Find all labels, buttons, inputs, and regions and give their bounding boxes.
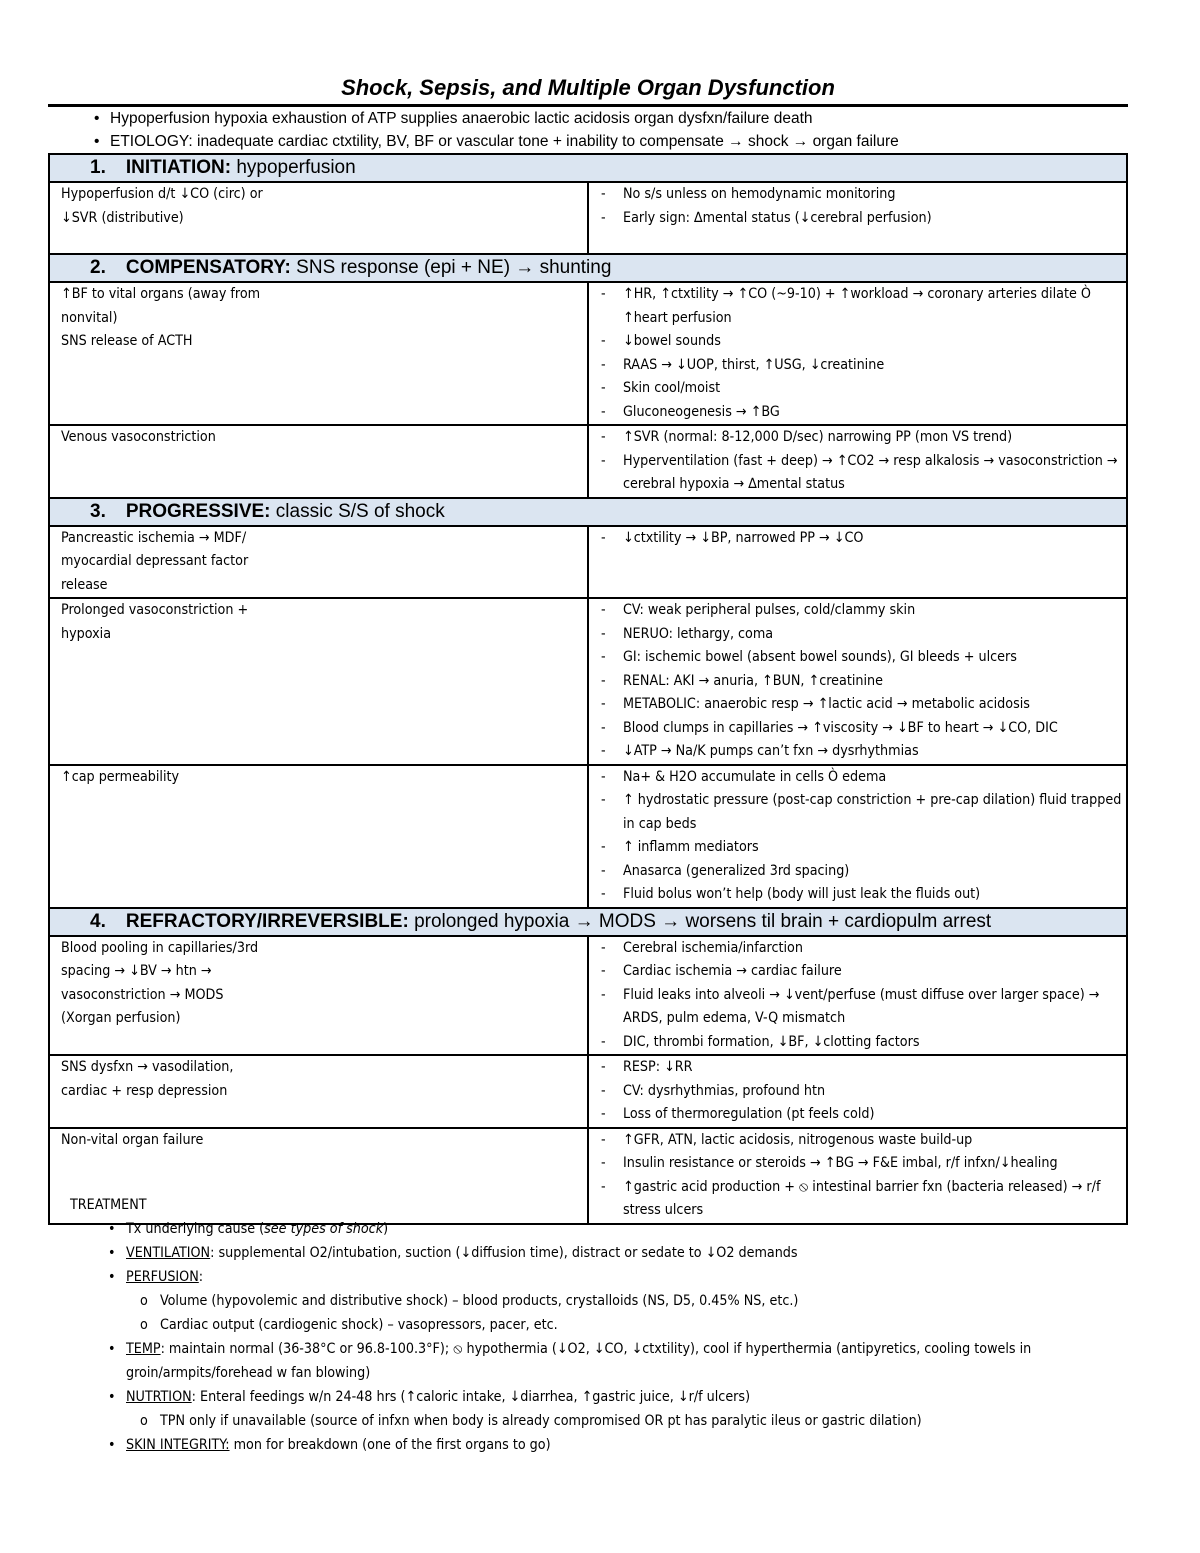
effect-item: - Skin cool/moist — [623, 377, 1126, 401]
effect-item: - Early sign: ∆mental status (↓cerebral perfusion) — [623, 207, 1126, 231]
effects-list — [599, 1056, 1126, 1127]
effect-item: - ↑ inflamm mediators — [623, 836, 1126, 860]
treatment-section — [70, 1193, 1130, 1457]
cause-cell — [49, 1055, 588, 1128]
effect-item: - ↑gastric acid production + ⦸ intestinal barrier fxn (bacteria released) → r/f stress ulcers — [623, 1176, 1126, 1223]
effect-item: - Cardiac ischemia → cardiac failure — [623, 960, 1126, 984]
treatment-text-after: ) — [383, 1221, 389, 1237]
effect-item: - Anasarca (generalized 3rd spacing) — [623, 860, 1126, 884]
stage-number: 4. — [90, 910, 106, 932]
treatment-text: Tx underlying cause ( — [126, 1221, 265, 1237]
effect-item: - ↑GFR, ATN, lactic acidosis, nitrogenous waste build-up — [623, 1129, 1126, 1153]
treatment-item — [126, 1433, 1130, 1457]
effect-item: - CV: dysrhythmias, profound htn — [623, 1080, 1126, 1104]
effect-item: - METABOLIC: anaerobic resp → ↑lactic acid → metabolic acidosis — [623, 693, 1126, 717]
treatment-list — [70, 1217, 1130, 1457]
effect-item: - Na+ & H2O accumulate in cells Ò edema — [623, 766, 1126, 790]
cause-line: Pancreastic ischemia → MDF/ — [61, 529, 247, 546]
effect-item: - RAAS → ↓UOP, thirst, ↑USG, ↓creatinine — [623, 354, 1126, 378]
effects-list — [599, 283, 1126, 424]
cause-line: nonvital) — [61, 309, 118, 326]
effects-cell — [588, 526, 1127, 599]
stage-detail-row — [49, 282, 1127, 425]
cause-cell — [49, 936, 588, 1056]
effect-item: - RENAL: AKI → anuria, ↑BUN, ↑creatinine — [623, 670, 1126, 694]
effect-item: - Hyperventilation (fast + deep) → ↑CO2 → resp alkalosis → vasoconstriction → cerebral hypoxia → ∆mental status — [623, 450, 1126, 497]
treatment-text: : maintain normal (36-38°C or 96.8-100.3°F); ⦸ hypothermia (↓O2, ↓CO, ↓ctxtility), cool if hyperthermia (antipyretics, cooling towels in groin/armpits/forehead w fan blowing) — [126, 1341, 1032, 1381]
treatment-heading: TREATMENT — [70, 1197, 147, 1213]
stage-detail-row — [49, 526, 1127, 599]
treatment-label: VENTILATION — [126, 1245, 211, 1261]
cause-line: Blood pooling in capillaries/3rd — [61, 939, 259, 956]
effect-item: - Insulin resistance or steroids → ↑BG → F&E imbal, r/f infxn/↓healing — [623, 1152, 1126, 1176]
stage-description: classic S/S of shock — [275, 500, 445, 522]
cause-line: ↓SVR (distributive) — [61, 209, 184, 226]
treatment-subitem: o Cardiac output (cardiogenic shock) – vasopressors, pacer, etc. — [160, 1313, 1130, 1337]
effect-item: - Loss of thermoregulation (pt feels cold) — [623, 1103, 1126, 1127]
cause-line: myocardial depressant factor — [61, 553, 249, 569]
intro-item: • Hypoperfusion hypoxia exhaustion of ATP supplies anaerobic lactic acidosis organ dysfxn/failure death — [110, 107, 1128, 130]
effect-item: - ↓ctxtility → ↓BP, narrowed PP → ↓CO — [623, 527, 1126, 551]
cause-line: SNS release of ACTH — [61, 333, 193, 349]
stage-header-row — [49, 498, 1127, 526]
stage-header-row — [49, 154, 1127, 182]
treatment-sublist — [126, 1409, 1130, 1433]
cause-cell — [49, 182, 588, 254]
effects-list — [599, 527, 1126, 551]
stage-detail-row — [49, 182, 1127, 254]
cause-line: vasoconstriction → MODS — [61, 986, 224, 1003]
cause-line: (Xorgan perfusion) — [61, 1010, 181, 1026]
treatment-text: : supplemental O2/intubation, suction (↓diffusion time), distract or sedate to ↓O2 demands — [210, 1245, 798, 1261]
intro-item: • ETIOLOGY: inadequate cardiac ctxtility, BV, BF or vascular tone + inability to compensate → shock → organ failure — [110, 130, 1128, 153]
stages-table — [48, 153, 1128, 1225]
effect-item: - Fluid leaks into alveoli → ↓vent/perfuse (must diffuse over larger space) → ARDS, pulm edema, V-Q mismatch — [623, 984, 1126, 1031]
stage-header — [49, 254, 1127, 282]
effect-item: - ↑HR, ↑ctxtility → ↑CO (~9-10) + ↑workload → coronary arteries dilate Ò ↑heart perfusion — [623, 283, 1126, 330]
stage-name: PROGRESSIVE: — [125, 500, 271, 522]
treatment-text: : — [198, 1269, 204, 1285]
cause-cell — [49, 526, 588, 599]
stage-detail-row — [49, 425, 1127, 498]
treatment-sublist — [126, 1289, 1130, 1337]
effects-list — [599, 937, 1126, 1055]
effects-list — [599, 766, 1126, 907]
treatment-text: : Enteral feedings w/n 24-48 hrs (↑caloric intake, ↓diarrhea, ↑gastric juice, ↓r/f ulcers) — [191, 1389, 751, 1405]
treatment-item — [126, 1217, 1130, 1241]
treatment-label: SKIN INTEGRITY: — [126, 1437, 230, 1453]
effect-item: - DIC, thrombi formation, ↓BF, ↓clotting factors — [623, 1031, 1126, 1055]
treatment-item — [126, 1265, 1130, 1337]
effect-item: - RESP: ↓RR — [623, 1056, 1126, 1080]
effect-item: - Cerebral ischemia/infarction — [623, 937, 1126, 961]
treatment-subitem: o TPN only if unavailable (source of infxn when body is already compromised OR pt has paralytic ileus or gastric dilation) — [160, 1409, 1130, 1433]
document-page — [48, 74, 1128, 1225]
effects-cell — [588, 182, 1127, 254]
stage-name: INITIATION: — [125, 157, 232, 178]
cause-cell — [49, 598, 588, 765]
cause-line: release — [61, 576, 108, 593]
stage-detail-row — [49, 598, 1127, 765]
treatment-label: PERFUSION — [126, 1269, 199, 1285]
treatment-label: TEMP — [126, 1341, 161, 1357]
effect-item: - Blood clumps in capillaries → ↑viscosity → ↓BF to heart → ↓CO, DIC — [623, 717, 1126, 741]
effects-list — [599, 183, 1126, 230]
stage-name: REFRACTORY/IRREVERSIBLE: — [125, 910, 409, 932]
cause-line: Prolonged vasoconstriction + — [61, 602, 249, 618]
stage-header-row — [49, 908, 1127, 936]
stage-detail-row — [49, 1055, 1127, 1128]
stage-name: COMPENSATORY: — [125, 257, 291, 278]
stage-detail-row — [49, 765, 1127, 908]
cause-line: spacing → ↓BV → htn → — [61, 963, 212, 979]
cause-line: ↑cap permeability — [61, 768, 180, 785]
effects-cell — [588, 765, 1127, 908]
page-title: Shock, Sepsis, and Multiple Organ Dysfunction — [48, 74, 1128, 107]
stage-number: 3. — [90, 500, 106, 522]
treatment-item — [126, 1241, 1130, 1265]
cause-line: Hypoperfusion d/t ↓CO (circ) or — [61, 186, 263, 202]
stage-header — [49, 908, 1127, 936]
cause-cell — [49, 282, 588, 425]
stage-description: prolonged hypoxia → MODS → worsens til brain + cardiopulm arrest — [414, 910, 992, 932]
effects-list — [599, 426, 1126, 497]
stage-description: SNS response (epi + NE) → shunting — [296, 257, 612, 278]
cause-line: Venous vasoconstriction — [61, 429, 216, 445]
treatment-item — [126, 1337, 1130, 1385]
effect-item: - ↑SVR (normal: 8-12,000 D/sec) narrowing PP (mon VS trend) — [623, 426, 1126, 450]
treatment-subitem: o Volume (hypovolemic and distributive shock) – blood products, crystalloids (NS, D5, 0.45% NS, etc.) — [160, 1289, 1130, 1313]
cause-cell — [49, 425, 588, 498]
cause-line: cardiac + resp depression — [61, 1082, 228, 1099]
effect-item: - CV: weak peripheral pulses, cold/clammy skin — [623, 599, 1126, 623]
stage-description: hypoperfusion — [236, 157, 356, 178]
effect-item: - GI: ischemic bowel (absent bowel sounds), GI bleeds + ulcers — [623, 646, 1126, 670]
intro-list — [48, 107, 1128, 153]
treatment-label: NUTRTION — [126, 1389, 192, 1405]
stage-header — [49, 498, 1127, 526]
effect-item: - NERUO: lethargy, coma — [623, 623, 1126, 647]
effect-item: - ↓ATP → Na/K pumps can’t fxn → dysrhythmias — [623, 740, 1126, 764]
effects-cell — [588, 282, 1127, 425]
treatment-item — [126, 1385, 1130, 1433]
stage-header-row — [49, 254, 1127, 282]
effects-list — [599, 599, 1126, 764]
effect-item: - Gluconeogenesis → ↑BG — [623, 401, 1126, 425]
cause-cell — [49, 765, 588, 908]
cause-line: ↑BF to vital organs (away from — [61, 286, 261, 302]
stage-number: 1. — [90, 157, 106, 178]
effect-item: - ↓bowel sounds — [623, 330, 1126, 354]
effects-cell — [588, 425, 1127, 498]
treatment-text: mon for breakdown (one of the first organs to go) — [229, 1437, 551, 1453]
effects-cell — [588, 1055, 1127, 1128]
cause-line: SNS dysfxn → vasodilation, — [61, 1059, 234, 1075]
stage-number: 2. — [90, 257, 106, 278]
cause-line: Non-vital organ failure — [61, 1131, 204, 1148]
effects-cell — [588, 936, 1127, 1056]
effects-cell — [588, 598, 1127, 765]
treatment-italic: see types of shock — [264, 1221, 384, 1237]
effect-item: - No s/s unless on hemodynamic monitoring — [623, 183, 1126, 207]
effect-item: - ↑ hydrostatic pressure (post-cap constriction + pre-cap dilation) fluid trapped in cap beds — [623, 789, 1126, 836]
effect-item: - Fluid bolus won’t help (body will just leak the fluids out) — [623, 883, 1126, 907]
stage-header — [49, 154, 1127, 182]
stage-detail-row — [49, 936, 1127, 1056]
cause-line: hypoxia — [61, 625, 112, 642]
